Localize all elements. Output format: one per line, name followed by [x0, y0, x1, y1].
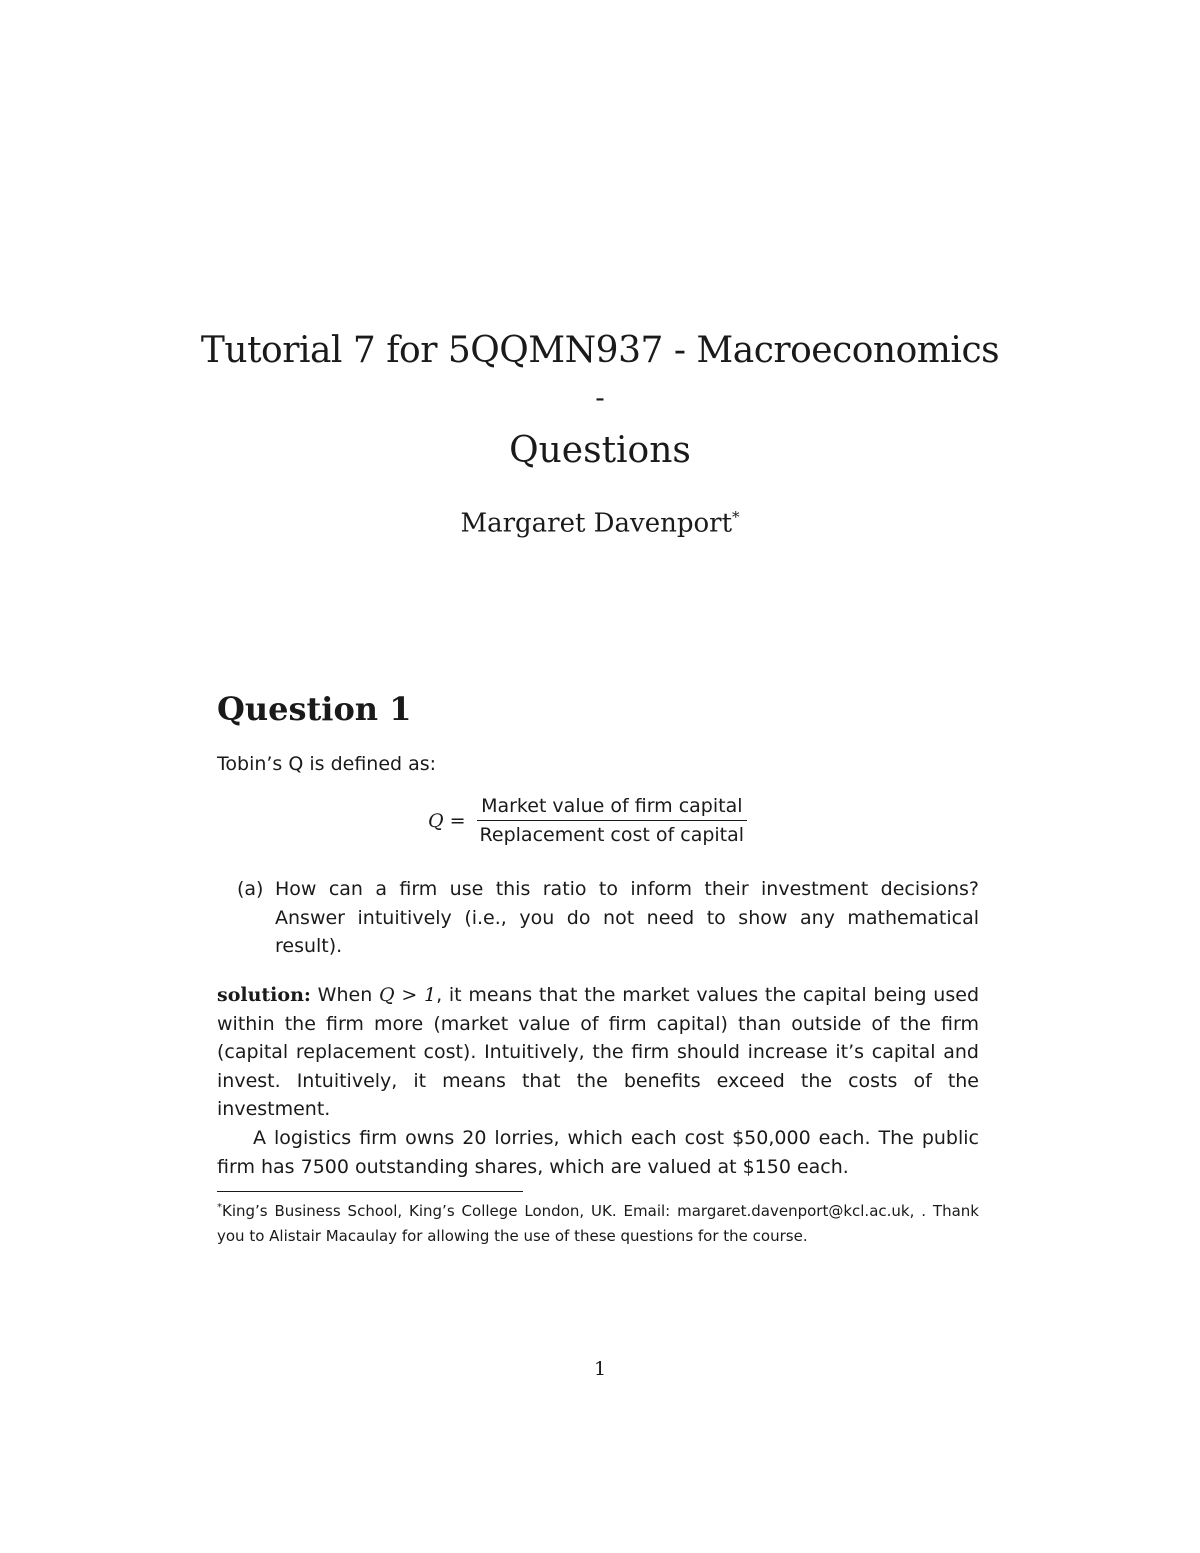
- page-number: 1: [593, 1358, 607, 1380]
- item-a-text: How can a firm use this ratio to inform their investment decisions? Answer intuitively (i.e., you do not need to show any mathematical result).: [275, 878, 979, 958]
- solution-label: solution:: [217, 984, 311, 1006]
- equation-denominator: Replacement cost of capital: [479, 824, 745, 846]
- equation-fraction: [476, 795, 749, 846]
- solution-paragraph: [217, 981, 979, 1124]
- document-title: Tutorial 7 for 5QQMN937 - Macroeconomics: [200, 330, 1000, 371]
- question-item-a: [237, 875, 979, 961]
- footnote-divider: [217, 1191, 523, 1192]
- equation-lhs: Q =: [428, 809, 466, 832]
- question-intro: Tobin’s Q is defined as:: [217, 753, 437, 775]
- footnote-mark: *: [217, 1202, 222, 1213]
- item-a-label: (a): [237, 878, 264, 900]
- question-heading: Question 1: [217, 690, 412, 728]
- document-title-separator: -: [595, 381, 605, 414]
- footnote: [217, 1196, 979, 1248]
- solution-math: Q > 1: [379, 984, 437, 1006]
- footnote-text: King’s Business School, King’s College London, UK. Email: margaret.davenport@kcl.ac.uk, . Thank you to Alistair Macaulay for allowing the use of these questions for the course.: [217, 1202, 979, 1245]
- author-footnote-mark: *: [732, 508, 740, 526]
- solution-text-rest: , it means that the market values the capital being used within the firm more (market value of firm capital) than outside of the firm (capital replacement cost). Intuitively, the firm should increase it’s capital and invest. Intuitively, it means that the benefits exceed the costs of the investment.: [217, 984, 980, 1121]
- author-line: [0, 508, 1200, 539]
- document-subtitle: Questions: [509, 430, 691, 471]
- logistics-paragraph: A logistics firm owns 20 lorries, which each cost $50,000 each. The public firm has 7500 outstanding shares, which are valued at $150 each.: [217, 1127, 979, 1178]
- author-name: Margaret Davenport: [460, 508, 733, 539]
- tobins-q-equation: [428, 795, 748, 846]
- equation-numerator: Market value of firm capital: [477, 795, 746, 821]
- solution-text-start: When: [317, 984, 373, 1006]
